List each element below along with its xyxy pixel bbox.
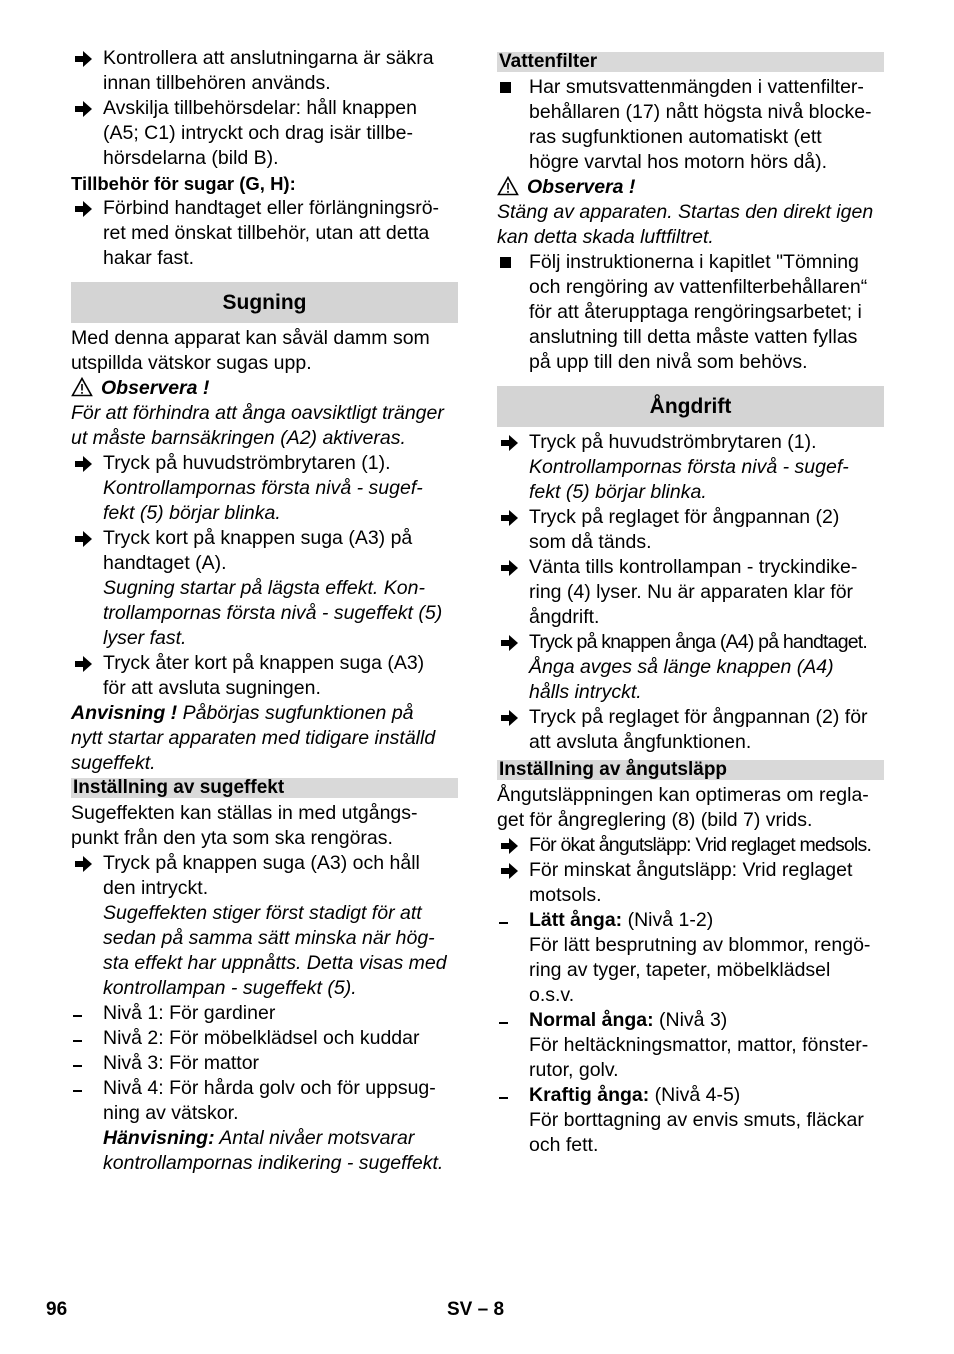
dash-bullet-icon [497, 908, 529, 933]
text-line: Följ instruktionerna i kapitlet "Tömning [529, 251, 859, 273]
filter-list [497, 75, 884, 175]
text-line: lyser fast. [103, 627, 187, 649]
note-line: Påbörjas sugfunktionen på [177, 702, 414, 724]
arrow-list-item [497, 833, 884, 858]
steam-level-item [497, 1008, 884, 1083]
release-intro [497, 783, 884, 833]
text-line: för att återupptaga rengöringsarbetet; i [529, 301, 862, 323]
text-line: den intryckt. [103, 877, 209, 899]
text-line: punkt från den yta som ska rengöras. [71, 827, 393, 849]
arrow-bullet-icon [497, 705, 529, 730]
arrow-list-item [71, 451, 458, 526]
text-line: hakar fast. [103, 247, 195, 269]
subheading-sugeffekt: Inställning av sugeffekt [71, 778, 458, 798]
text-line: Stäng av apparaten. Startas den direkt igen [497, 201, 874, 223]
dash-list-item [71, 1001, 458, 1026]
arrow-list-item [71, 651, 458, 701]
text-line: ning av vätskor. [103, 1102, 239, 1124]
warning-heading [71, 376, 458, 401]
dash-bullet-icon [497, 1008, 529, 1033]
arrow-list-item [497, 505, 884, 555]
steam-steps [497, 430, 884, 755]
arrow-bullet-icon [71, 851, 103, 876]
text-line: Med denna apparat kan såväl damm som [71, 327, 430, 349]
text-line: För att förhindra att ånga oavsiktligt tränger [71, 402, 444, 424]
text-line: behållaren (17) nått högsta nivå blocke- [529, 101, 872, 123]
arrow-bullet-icon [71, 526, 103, 551]
warning-label: Observera ! [101, 377, 210, 399]
text-line: Tryck på reglaget för ångpannan (2) [529, 506, 840, 528]
text-line: att avsluta ångfunktionen. [529, 731, 752, 753]
arrow-bullet-icon [71, 451, 103, 476]
text-line: o.s.v. [529, 984, 575, 1006]
text-line: Tryck åter kort på knappen suga (A3) [103, 652, 425, 674]
steam-level-heading [529, 908, 884, 933]
text-line: Avskilja tillbehörsdelar: håll knappen [103, 97, 417, 119]
text-line: ras sugfunktionen automatiskt (ett [529, 126, 822, 148]
arrow-bullet-icon [497, 630, 529, 655]
dash-list-item [71, 1076, 458, 1126]
text-line: Tryck kort på knappen suga (A3) på [103, 527, 413, 549]
text-line: och rengöring av vattenfilterbehållaren“ [529, 276, 868, 298]
text-line: utspillda vätskor sugas upp. [71, 352, 312, 374]
sugning-steps [71, 451, 458, 701]
arrow-bullet-icon [497, 833, 529, 858]
arrow-bullet-icon [497, 858, 529, 883]
arrow-bullet-icon [497, 505, 529, 530]
steam-level-list [497, 908, 884, 1158]
text-line: För borttagning av envis smuts, fläckar [529, 1109, 864, 1131]
text-line: kan detta skada luftfiltret. [497, 226, 714, 248]
dash-list-item [71, 1051, 458, 1076]
text-line: get för ångreglering (8) (bild 7) vrids. [497, 809, 813, 831]
steam-level-range: (Nivå 4-5) [649, 1084, 741, 1106]
section-heading-sugning: Sugning [71, 282, 458, 323]
text-line: Förbind handtaget eller förlängningsrö- [103, 197, 440, 219]
arrow-list-item [71, 196, 458, 271]
text-line: hörsdelarna (bild B). [103, 147, 279, 169]
steam-level-heading [529, 1083, 884, 1108]
text-line: högre varvtal hos motorn hörs då). [529, 151, 828, 173]
sugning-intro [71, 326, 458, 376]
bullet-list-item [497, 250, 884, 375]
hint-line: Antal nivåer motsvarar [214, 1127, 415, 1149]
dash-bullet-icon [71, 1001, 103, 1026]
suction-accessory-list [71, 196, 458, 271]
text-line: Tryck på reglaget för ångpannan (2) för [529, 706, 868, 728]
text-line: innan tillbehören används. [103, 72, 331, 94]
warning-text [71, 401, 458, 451]
steam-level-item [497, 908, 884, 1008]
text-line: ring av tyger, tapeter, möbelklädsel [529, 959, 831, 981]
arrow-bullet-icon [497, 430, 529, 455]
page-number: 96 [46, 1299, 68, 1320]
arrow-list-item [497, 555, 884, 630]
subheading-vattenfilter: Vattenfilter [497, 52, 884, 72]
level-list [71, 1001, 458, 1126]
steam-level-range: (Nivå 1-2) [622, 909, 714, 931]
text-line: Nivå 4: För hårda golv och för uppsug- [103, 1077, 436, 1099]
square-bullet-icon [497, 250, 529, 275]
warning-heading [497, 175, 884, 200]
text-line: rutor, golv. [529, 1059, 619, 1081]
text-line: och fett. [529, 1134, 599, 1156]
dash-list-item [71, 1026, 458, 1051]
effect-intro [71, 801, 458, 851]
arrow-list-item [71, 526, 458, 651]
text-line: Kontrollera att anslutningarna är säkra [103, 47, 434, 69]
steam-level-item [497, 1083, 884, 1158]
text-line: anslutning till detta måste vatten fyllas [529, 326, 858, 348]
text-line: Sugning startar på lägsta effekt. Kon- [103, 577, 425, 599]
dash-bullet-icon [71, 1026, 103, 1051]
section-page-label: SV – 8 [447, 1299, 505, 1320]
arrow-bullet-icon [71, 651, 103, 676]
text-line: ut måste barnsäkringen (A2) aktiveras. [71, 427, 406, 449]
warning-label: Observera ! [527, 176, 636, 198]
note-line: nytt startar apparaten med tidigare inställd [71, 727, 436, 749]
text-line: Tryck på huvudströmbrytaren (1). [529, 431, 817, 453]
text-line: på upp till den nivå som behövs. [529, 351, 808, 373]
text-line: Sugeffekten kan ställas in med utgångs- [71, 802, 418, 824]
hint-paragraph [71, 1126, 458, 1176]
text-line: (A5; C1) intryckt och drag isär tillbe- [103, 122, 413, 144]
text-line: För minskat ångutsläpp: Vrid reglaget [529, 859, 853, 881]
text-line: Tryck på huvudströmbrytaren (1). [103, 452, 391, 474]
warning-icon [497, 176, 519, 196]
square-bullet-icon [497, 75, 529, 100]
arrow-list-item [71, 851, 458, 1001]
text-line: Ångutsläppningen kan optimeras om regla- [497, 784, 869, 806]
text-line: motsols. [529, 884, 602, 906]
steam-level-range: (Nivå 3) [653, 1009, 728, 1031]
dash-bullet-icon [71, 1076, 103, 1101]
filter-list-2 [497, 250, 884, 375]
intro-list [71, 46, 458, 171]
arrow-bullet-icon [71, 46, 103, 71]
text-line: Kontrollampornas första nivå - sugef- [103, 477, 423, 499]
text-line: Kontrollampornas första nivå - sugef- [529, 456, 849, 478]
hint-line: kontrollampornas indikering - sugeffekt. [103, 1152, 444, 1174]
text-line: trollampornas första nivå - sugeffekt (5) [103, 602, 443, 624]
right-column [497, 46, 884, 1158]
left-column [71, 46, 458, 1176]
text-line: Nivå 3: För mattor [103, 1052, 260, 1074]
arrow-bullet-icon [497, 555, 529, 580]
steam-level-label: Normal ånga: [529, 1009, 654, 1031]
text-line: För lätt besprutning av blommor, rengö- [529, 934, 871, 956]
text-line: för att avsluta sugningen. [103, 677, 321, 699]
text-line: hålls intryckt. [529, 681, 642, 703]
text-line: ring (4) lyser. Nu är apparaten klar för [529, 581, 854, 603]
text-line: sta effekt har uppnåtts. Detta visas med [103, 952, 447, 974]
steam-level-label: Lätt ånga: [529, 909, 623, 931]
text-line: fekt (5) börjar blinka. [529, 481, 707, 503]
text-line: Tryck på knappen ånga (A4) på handtaget. [529, 631, 868, 653]
arrow-bullet-icon [71, 96, 103, 121]
steam-level-heading [529, 1008, 884, 1033]
dash-bullet-icon [71, 1051, 103, 1076]
text-line: sedan på samma sätt minska när hög- [103, 927, 435, 949]
section-heading-angdrift: Ångdrift [497, 386, 884, 427]
text-line: handtaget (A). [103, 552, 227, 574]
release-steps [497, 833, 884, 908]
arrow-list-item [497, 430, 884, 505]
text-line: ångdrift. [529, 606, 600, 628]
arrow-list-item [497, 858, 884, 908]
text-line: Tryck på knappen suga (A3) och håll [103, 852, 420, 874]
text-line: För heltäckningsmattor, mattor, fönster- [529, 1034, 869, 1056]
warning-text [497, 200, 884, 250]
text-line: Nivå 2: För möbelklädsel och kuddar [103, 1027, 420, 1049]
arrow-list-item [71, 46, 458, 96]
text-line: som då tänds. [529, 531, 652, 553]
note-paragraph [71, 701, 458, 776]
dash-bullet-icon [497, 1083, 529, 1108]
effect-steps [71, 851, 458, 1001]
suction-accessory-heading: Tillbehör för sugar (G, H): [71, 173, 296, 194]
text-line: Vänta tills kontrollampan - tryckindike- [529, 556, 858, 578]
text-line: Ånga avges så länge knappen (A4) [529, 656, 834, 678]
subheading-angutslapp: Inställning av ångutsläpp [497, 760, 884, 780]
bullet-list-item [497, 75, 884, 175]
text-line: fekt (5) börjar blinka. [103, 502, 281, 524]
note-line: sugeffekt. [71, 752, 156, 774]
arrow-list-item [497, 705, 884, 755]
text-line: Har smutsvattenmängden i vattenfilter- [529, 76, 864, 98]
hint-label: Hänvisning: [103, 1127, 215, 1149]
text-line: Nivå 1: För gardiner [103, 1002, 276, 1024]
steam-level-label: Kraftig ånga: [529, 1084, 650, 1106]
warning-icon [71, 377, 93, 397]
arrow-list-item [71, 96, 458, 171]
text-line: kontrollampan - sugeffekt (5). [103, 977, 357, 999]
text-line: ret med önskat tillbehör, utan att detta [103, 222, 430, 244]
arrow-list-item [497, 630, 884, 705]
text-line: För ökat ångutsläpp: Vrid reglaget medsols. [529, 834, 872, 856]
text-line: Sugeffekten stiger först stadigt för att [103, 902, 422, 924]
arrow-bullet-icon [71, 196, 103, 221]
note-label: Anvisning ! [71, 702, 178, 724]
